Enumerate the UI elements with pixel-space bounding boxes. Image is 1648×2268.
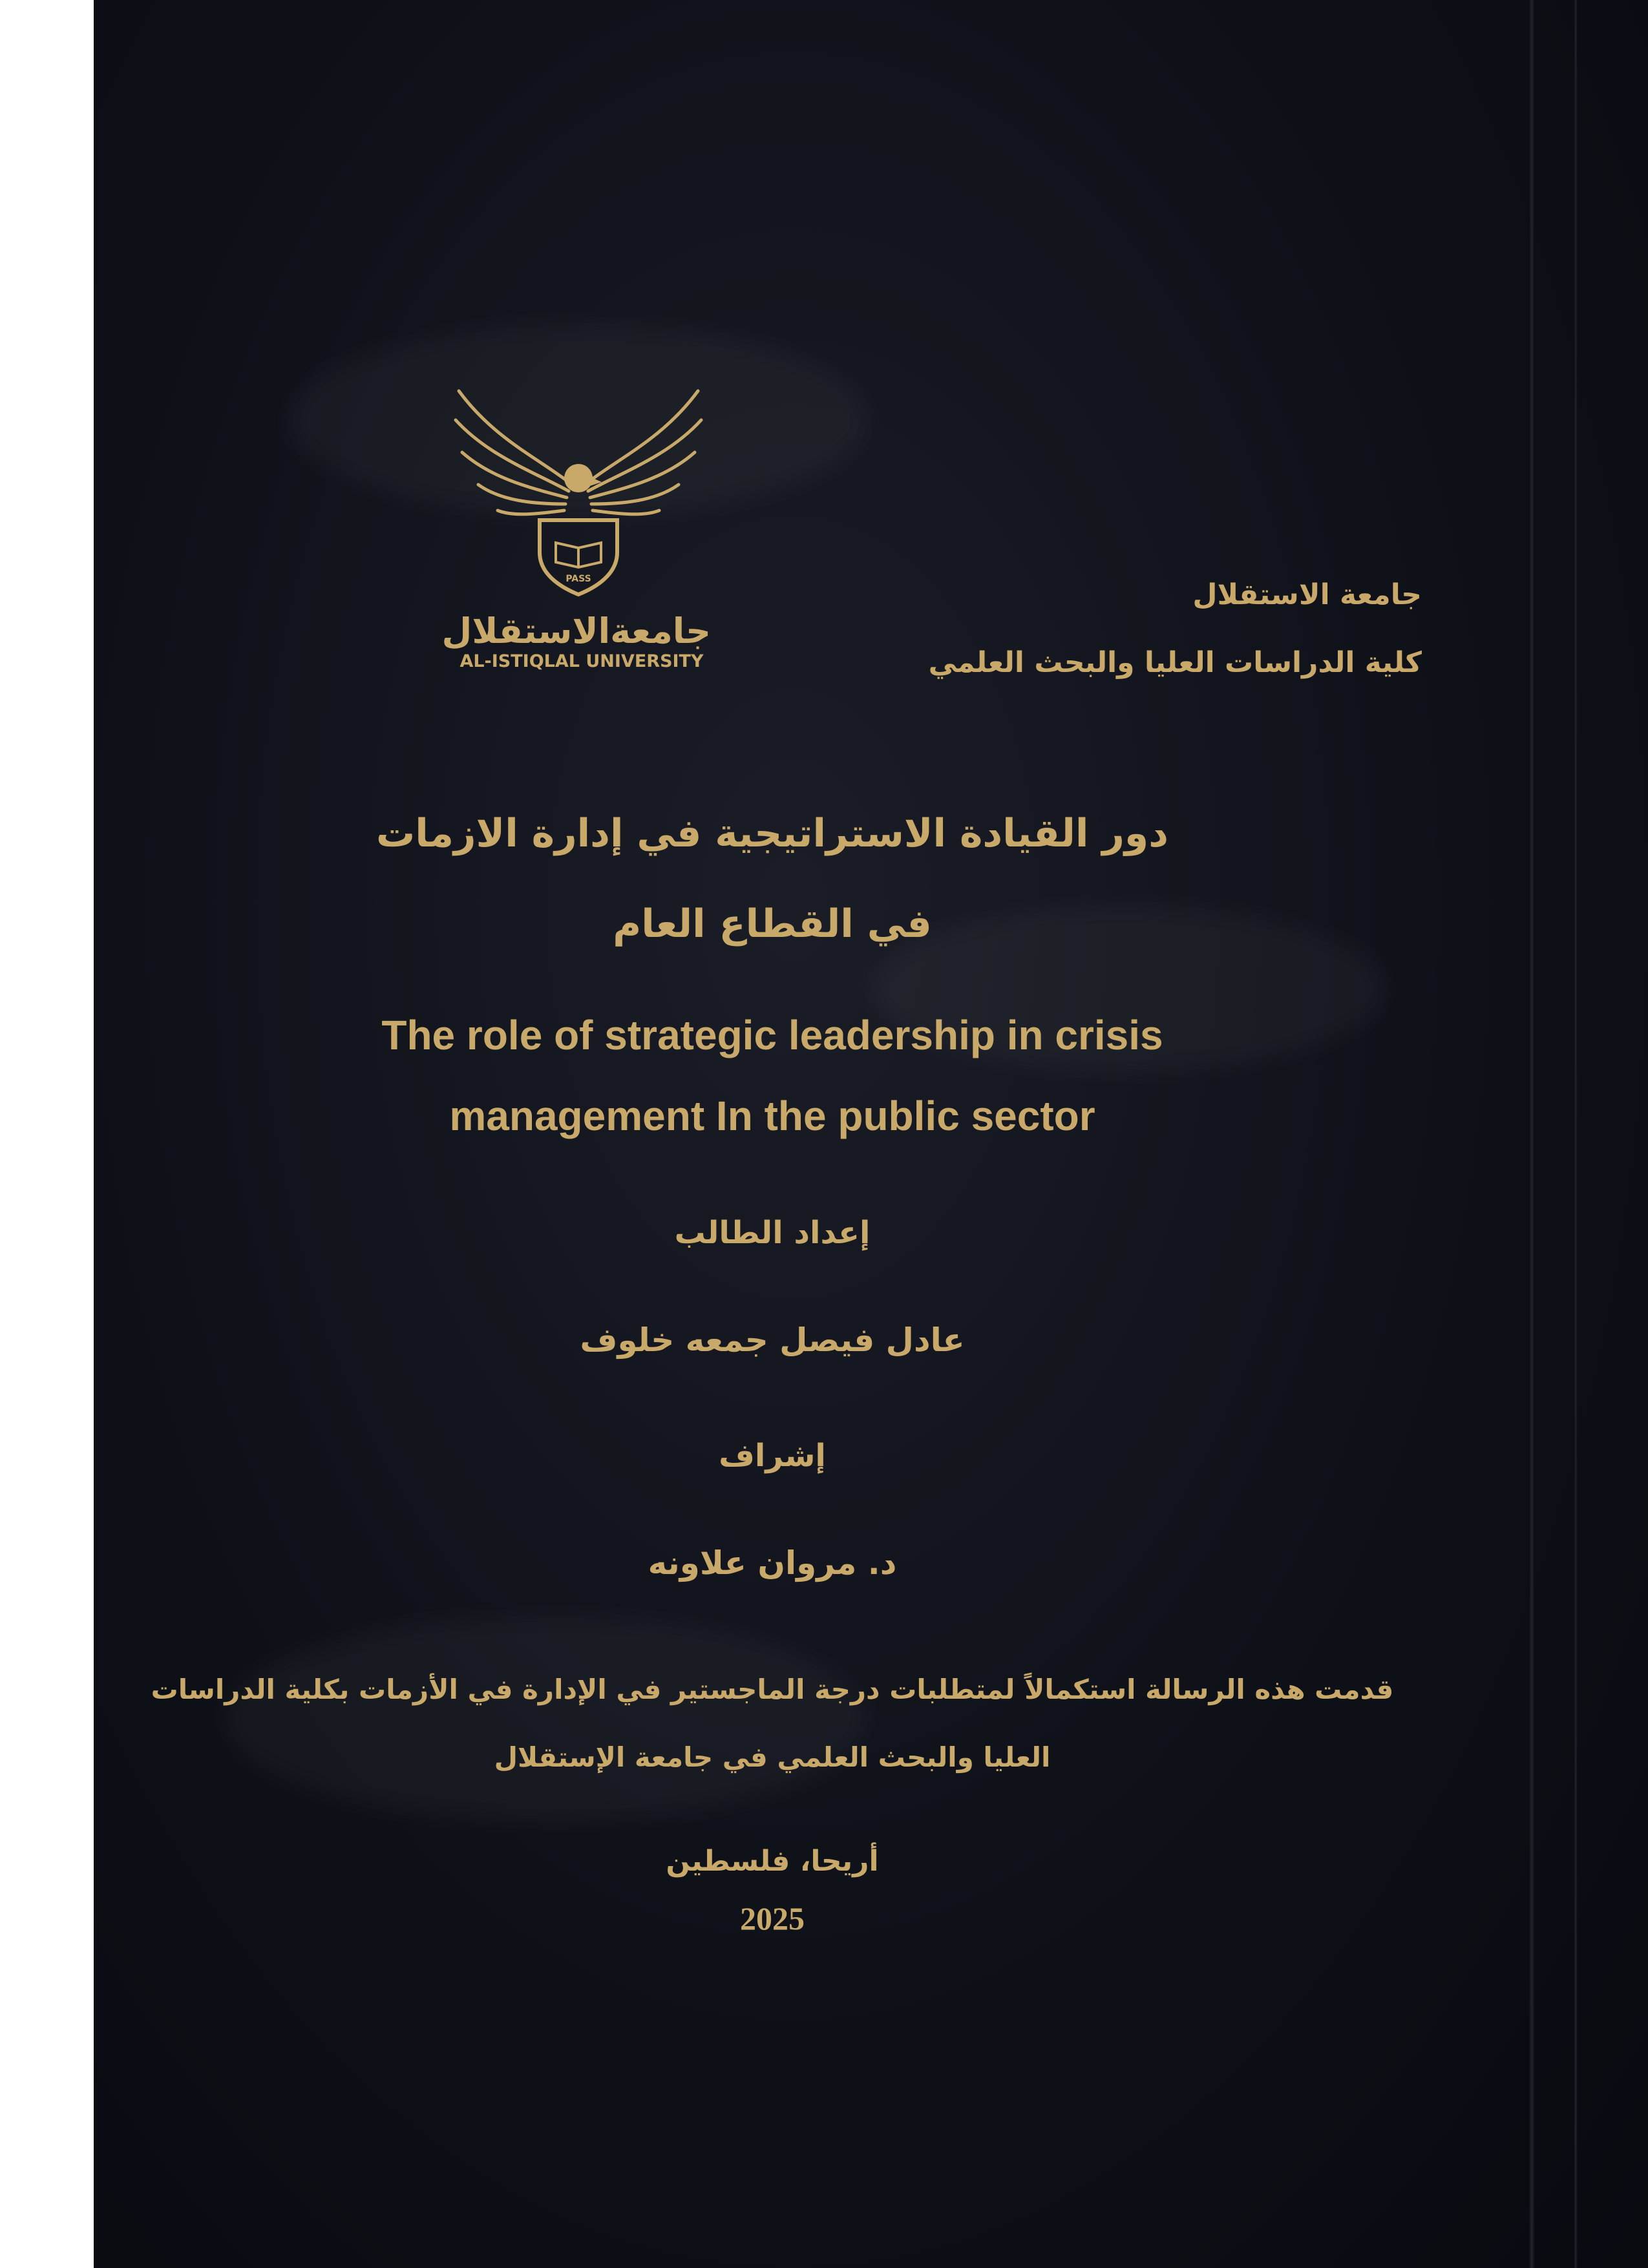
student-name: عادل فيصل جمعه خلوف — [580, 1321, 965, 1359]
arabic-title-line1: دور القيادة الاستراتيجية في إدارة الازمات — [376, 811, 1168, 856]
logo-badge-text: PASS — [565, 574, 591, 584]
spine-fold — [1574, 0, 1578, 2268]
eagle-emblem-icon — [443, 381, 714, 601]
year: 2025 — [740, 1900, 805, 1937]
spine-fold — [1528, 0, 1535, 2268]
place: أريحا، فلسطين — [666, 1845, 879, 1878]
english-title-line2: management In the public sector — [449, 1093, 1095, 1139]
student-label: إعداد الطالب — [674, 1215, 871, 1251]
crease-highlight — [223, 1615, 869, 1822]
university-name: جامعة الاستقلال — [1192, 578, 1422, 611]
submission-line1: قدمت هذه الرسالة استكمالاً لمتطلبات درجة الماجستير في الإدارة في الأزمات بكلية الدراسات — [151, 1674, 1394, 1705]
logo-english-name: AL-ISTIQLAL UNIVERSITY — [460, 651, 704, 671]
logo-arabic-name: جامعةالاستقلال — [441, 611, 711, 651]
supervisor-label: إشراف — [719, 1438, 826, 1474]
supervisor-name: د. مروان علاونه — [648, 1544, 897, 1582]
english-title-line1: The role of strategic leadership in crisis — [381, 1012, 1163, 1058]
arabic-title-line2: في القطاع العام — [613, 901, 932, 947]
submission-line2: العليا والبحث العلمي في جامعة الإستقلال — [494, 1741, 1051, 1773]
thesis-cover — [94, 0, 1648, 2268]
faculty-name: كلية الدراسات العليا والبحث العلمي — [928, 646, 1422, 679]
